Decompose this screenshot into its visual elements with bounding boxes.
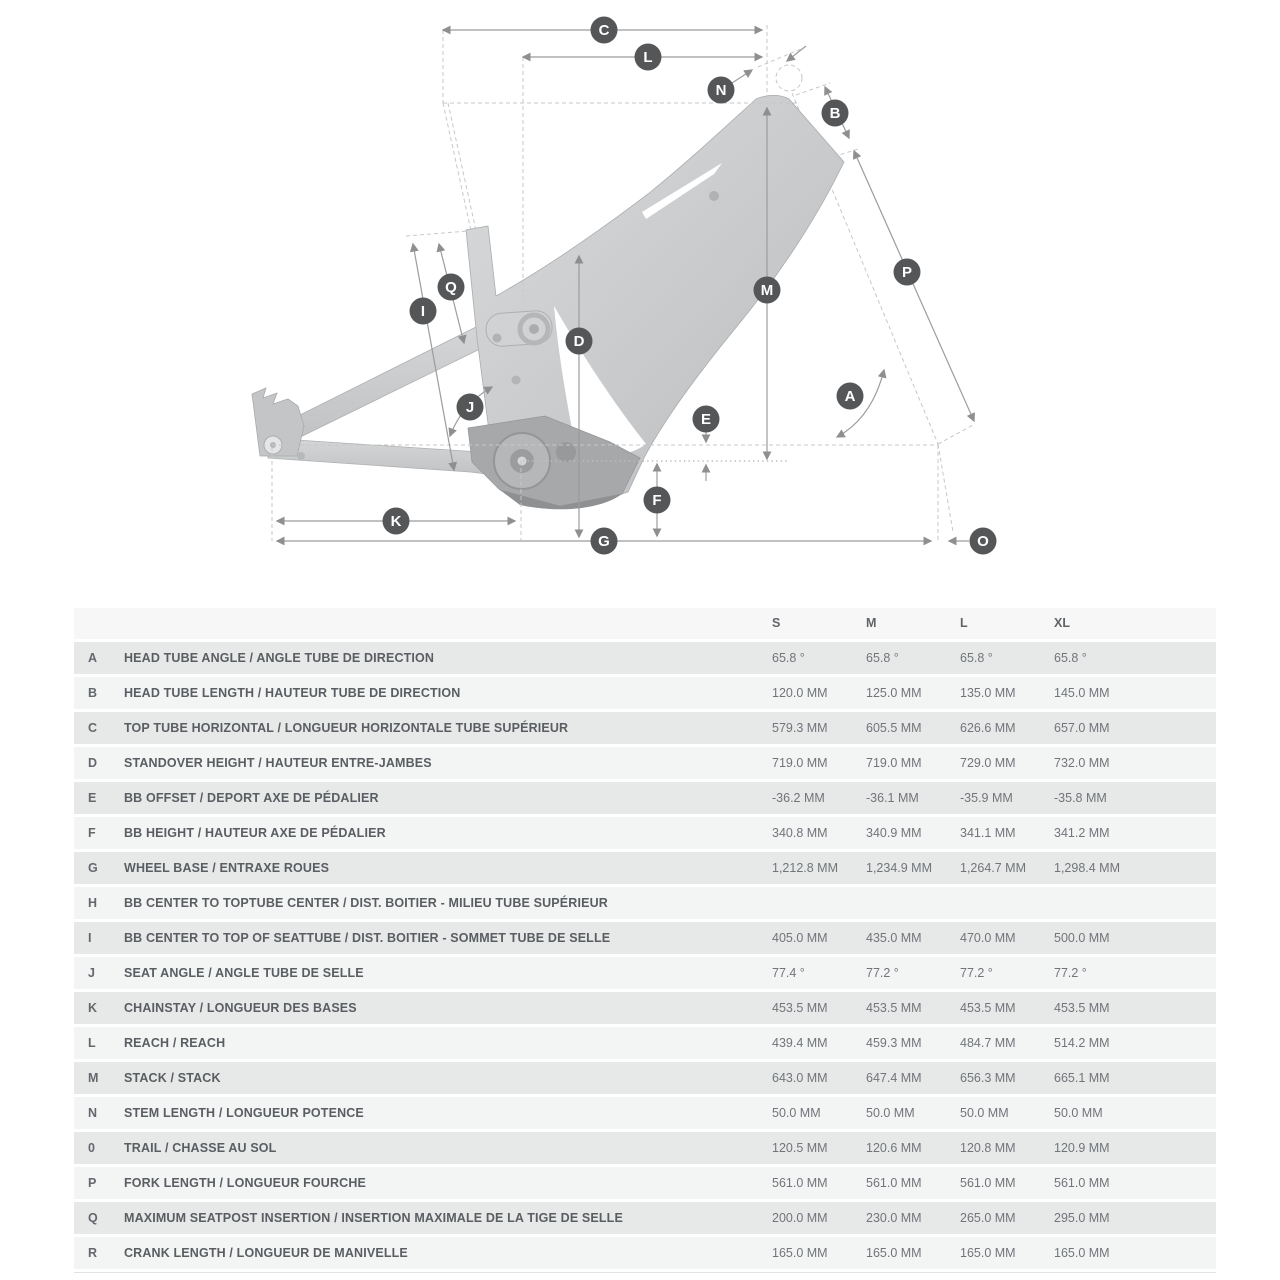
- svg-text:A: A: [844, 388, 856, 406]
- row-value-s: 65.8 °: [772, 651, 805, 665]
- row-value-s: 165.0 MM: [772, 1246, 828, 1260]
- table-row: [74, 782, 1216, 814]
- row-value-m: 77.2 °: [866, 966, 899, 980]
- table-row: [74, 747, 1216, 779]
- row-letter: M: [88, 1071, 99, 1085]
- svg-text:N: N: [715, 82, 727, 100]
- table-row: [74, 992, 1216, 1024]
- svg-text:L: L: [643, 49, 653, 67]
- callout-label-J: [457, 394, 484, 421]
- row-value-l: 453.5 MM: [960, 1001, 1016, 1015]
- bike-geometry-diagram: [0, 0, 1280, 580]
- row-value-l: 729.0 MM: [960, 756, 1016, 770]
- table-row: [74, 957, 1216, 989]
- svg-text:K: K: [390, 513, 402, 531]
- callout-label-Q: [438, 274, 465, 301]
- callout-label-C: [591, 17, 618, 44]
- row-value-m: 647.4 MM: [866, 1071, 922, 1085]
- row-letter: F: [88, 826, 96, 840]
- svg-text:D: D: [573, 333, 585, 351]
- row-letter: P: [88, 1176, 97, 1190]
- row-value-s: 340.8 MM: [772, 826, 828, 840]
- row-value-xl: 1,298.4 MM: [1054, 861, 1121, 875]
- svg-text:O: O: [977, 533, 989, 551]
- svg-text:P: P: [901, 264, 913, 282]
- row-value-xl: 341.2 MM: [1054, 826, 1110, 840]
- callout-label-K: [383, 508, 410, 535]
- svg-text:C: C: [598, 22, 610, 40]
- row-label: FORK LENGTH / LONGUEUR FOURCHE: [124, 1176, 366, 1190]
- row-value-xl: 77.2 °: [1054, 966, 1087, 980]
- row-letter: B: [88, 686, 98, 700]
- row-label: BB OFFSET / DEPORT AXE DE PÉDALIER: [124, 791, 379, 805]
- table-header-row: [74, 608, 1216, 639]
- table-row: [74, 852, 1216, 884]
- table-row: [74, 677, 1216, 709]
- row-value-xl: 295.0 MM: [1054, 1211, 1110, 1225]
- row-value-s: 77.4 °: [772, 966, 805, 980]
- row-value-l: -35.9 MM: [960, 791, 1013, 805]
- svg-text:M: M: [760, 282, 774, 300]
- row-value-xl: 145.0 MM: [1054, 686, 1110, 700]
- callout-label-I: [410, 298, 437, 325]
- row-value-l: 135.0 MM: [960, 686, 1016, 700]
- row-letter: Q: [88, 1211, 98, 1225]
- row-value-xl: 665.1 MM: [1054, 1071, 1110, 1085]
- row-value-l: 341.1 MM: [960, 826, 1016, 840]
- row-letter: H: [88, 896, 98, 910]
- row-value-s: 405.0 MM: [772, 931, 828, 945]
- callout-label-L: [635, 44, 662, 71]
- row-value-xl: 65.8 °: [1054, 651, 1087, 665]
- table-row: [74, 887, 1216, 919]
- table-row: [74, 1062, 1216, 1094]
- row-letter: A: [88, 651, 98, 665]
- row-value-l: 561.0 MM: [960, 1176, 1016, 1190]
- row-label: BB CENTER TO TOPTUBE CENTER / DIST. BOITIER - MILIEU TUBE SUPÉRIEUR: [124, 896, 608, 910]
- row-letter: D: [88, 756, 98, 770]
- callout-label-O: [970, 528, 997, 555]
- row-value-m: 230.0 MM: [866, 1211, 922, 1225]
- svg-text:Q: Q: [445, 279, 457, 297]
- row-value-s: 120.0 MM: [772, 686, 828, 700]
- row-value-l: 484.7 MM: [960, 1036, 1016, 1050]
- row-letter: G: [88, 861, 98, 875]
- svg-text:I: I: [420, 303, 426, 321]
- svg-text:J: J: [465, 399, 475, 417]
- rocker-link: [485, 310, 553, 348]
- row-value-m: 120.6 MM: [866, 1141, 922, 1155]
- row-letter: E: [88, 791, 97, 805]
- table-row: [74, 712, 1216, 744]
- svg-text:F: F: [652, 492, 662, 510]
- row-value-xl: 514.2 MM: [1054, 1036, 1110, 1050]
- table-bottom-divider: [74, 1272, 1216, 1273]
- row-value-s: 439.4 MM: [772, 1036, 828, 1050]
- table-row: [74, 1097, 1216, 1129]
- table-row: [74, 817, 1216, 849]
- row-value-m: 561.0 MM: [866, 1176, 922, 1190]
- frame-silhouette: [252, 95, 844, 509]
- row-letter: N: [88, 1106, 98, 1120]
- svg-text:B: B: [829, 105, 841, 123]
- row-value-m: 165.0 MM: [866, 1246, 922, 1260]
- row-value-m: 340.9 MM: [866, 826, 922, 840]
- row-value-l: 265.0 MM: [960, 1211, 1016, 1225]
- row-value-l: 65.8 °: [960, 651, 993, 665]
- row-value-xl: 120.9 MM: [1054, 1141, 1110, 1155]
- row-value-xl: 561.0 MM: [1054, 1176, 1110, 1190]
- row-label: BB CENTER TO TOP OF SEATTUBE / DIST. BOITIER - SOMMET TUBE DE SELLE: [124, 931, 611, 945]
- row-value-m: 605.5 MM: [866, 721, 922, 735]
- row-label: TRAIL / CHASSE AU SOL: [124, 1141, 277, 1155]
- row-value-xl: 500.0 MM: [1054, 931, 1110, 945]
- svg-text:G: G: [598, 533, 610, 551]
- row-value-m: -36.1 MM: [866, 791, 919, 805]
- row-value-m: 435.0 MM: [866, 931, 922, 945]
- row-label: CRANK LENGTH / LONGUEUR DE MANIVELLE: [124, 1246, 408, 1260]
- row-value-xl: 732.0 MM: [1054, 756, 1110, 770]
- row-label: STEM LENGTH / LONGUEUR POTENCE: [124, 1106, 364, 1120]
- row-label: REACH / REACH: [124, 1036, 226, 1050]
- row-value-m: 719.0 MM: [866, 756, 922, 770]
- geometry-table: [74, 608, 1216, 1273]
- col-header-s: S: [772, 616, 781, 630]
- callout-label-D: [566, 328, 593, 355]
- row-value-s: 579.3 MM: [772, 721, 828, 735]
- row-value-m: 65.8 °: [866, 651, 899, 665]
- row-value-s: 50.0 MM: [772, 1106, 821, 1120]
- row-value-m: 459.3 MM: [866, 1036, 922, 1050]
- row-value-l: 470.0 MM: [960, 931, 1016, 945]
- table-row: [74, 1027, 1216, 1059]
- row-value-l: 77.2 °: [960, 966, 993, 980]
- row-value-s: 120.5 MM: [772, 1141, 828, 1155]
- row-value-m: 1,234.9 MM: [866, 861, 933, 875]
- row-value-l: 1,264.7 MM: [960, 861, 1027, 875]
- row-value-l: 50.0 MM: [960, 1106, 1009, 1120]
- table-row: [74, 1237, 1216, 1269]
- row-value-s: 1,212.8 MM: [772, 861, 839, 875]
- row-value-l: 656.3 MM: [960, 1071, 1016, 1085]
- row-letter: 0: [88, 1141, 95, 1155]
- row-value-s: 200.0 MM: [772, 1211, 828, 1225]
- row-label: BB HEIGHT / HAUTEUR AXE DE PÉDALIER: [124, 826, 386, 840]
- callout-label-G: [591, 528, 618, 555]
- row-letter: R: [88, 1246, 98, 1260]
- row-label: STANDOVER HEIGHT / HAUTEUR ENTRE-JAMBES: [124, 756, 432, 770]
- table-body: [74, 642, 1216, 1269]
- table-row: [74, 642, 1216, 674]
- row-value-xl: 165.0 MM: [1054, 1246, 1110, 1260]
- row-label: MAXIMUM SEATPOST INSERTION / INSERTION MAXIMALE DE LA TIGE DE SELLE: [124, 1211, 623, 1225]
- row-value-s: 719.0 MM: [772, 756, 828, 770]
- row-letter: C: [88, 721, 98, 735]
- svg-text:E: E: [700, 411, 712, 429]
- row-value-m: 125.0 MM: [866, 686, 922, 700]
- row-label: HEAD TUBE LENGTH / HAUTEUR TUBE DE DIRECTION: [124, 686, 461, 700]
- table-row: [74, 1167, 1216, 1199]
- table-row: [74, 922, 1216, 954]
- row-value-xl: 50.0 MM: [1054, 1106, 1103, 1120]
- callout-label-P: [894, 259, 921, 286]
- table-row: [74, 1132, 1216, 1164]
- row-value-s: 561.0 MM: [772, 1176, 828, 1190]
- col-header-m: M: [866, 616, 877, 630]
- callout-label-B: [822, 100, 849, 127]
- row-value-s: 453.5 MM: [772, 1001, 828, 1015]
- col-header-l: L: [960, 616, 968, 630]
- row-value-m: 453.5 MM: [866, 1001, 922, 1015]
- row-value-xl: -35.8 MM: [1054, 791, 1107, 805]
- row-value-xl: 453.5 MM: [1054, 1001, 1110, 1015]
- row-label: STACK / STACK: [124, 1071, 221, 1085]
- row-label: WHEEL BASE / ENTRAXE ROUES: [124, 861, 330, 875]
- callout-label-M: [754, 277, 781, 304]
- row-value-s: 643.0 MM: [772, 1071, 828, 1085]
- row-value-l: 626.6 MM: [960, 721, 1016, 735]
- row-value-s: -36.2 MM: [772, 791, 825, 805]
- row-label: TOP TUBE HORIZONTAL / LONGUEUR HORIZONTALE TUBE SUPÉRIEUR: [124, 721, 569, 735]
- callout-label-A: [837, 383, 864, 410]
- callout-label-F: [644, 487, 671, 514]
- callout-label-E: [693, 406, 720, 433]
- row-letter: L: [88, 1036, 96, 1050]
- col-header-xl: XL: [1054, 616, 1070, 630]
- row-letter: K: [88, 1001, 98, 1015]
- callout-label-N: [708, 77, 735, 104]
- row-value-l: 165.0 MM: [960, 1246, 1016, 1260]
- row-label: SEAT ANGLE / ANGLE TUBE DE SELLE: [124, 966, 364, 980]
- row-label: CHAINSTAY / LONGUEUR DES BASES: [124, 1001, 357, 1015]
- row-letter: J: [88, 966, 95, 980]
- row-value-xl: 657.0 MM: [1054, 721, 1110, 735]
- row-letter: I: [88, 931, 92, 945]
- row-value-l: 120.8 MM: [960, 1141, 1016, 1155]
- row-value-m: 50.0 MM: [866, 1106, 915, 1120]
- row-label: HEAD TUBE ANGLE / ANGLE TUBE DE DIRECTION: [124, 651, 435, 665]
- table-row: [74, 1202, 1216, 1234]
